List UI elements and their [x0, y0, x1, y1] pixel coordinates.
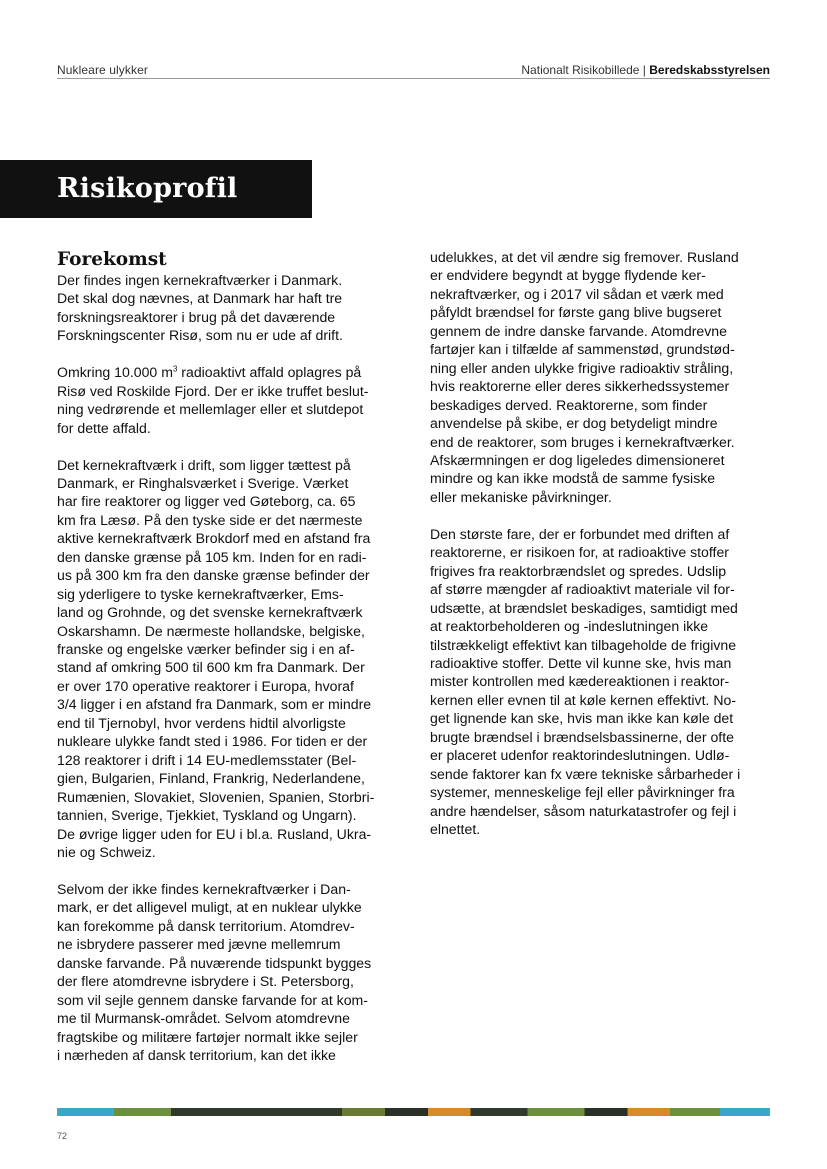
paragraph-2: [57, 363, 392, 437]
paragraph-6: Den største fare, der er forbundet med driften af reaktorerne, er risikoen for, at radioaktive stoffer frigives fra reaktorbrændslet og spredes. Udslip af større mængder af radioaktivt materiale vil for- udsætte, at brændslet beskadiges, samtidigt med at reaktorbeholderen og -indeslutningen ikke tilstrækkeligt effektivt kan tilbageholde de frigivne radioaktive stoffer. Dette vil kunne ske, hvis man mister kontrollen med kædereaktionen i reaktor- kernen eller evnen til at køle kernen effektivt. No- get lignende kan ske, hvis man ikke kan køle det brugte brændsel i brændselsbassinerne, der ofte er placeret udenfor reaktorindeslutningen. Udlø- sende faktorer kan fx være tekniske sårbarheder i systemer, menneskelige fejl eller påvirkninger fra andre hændelser, såsom naturkatastrofer og fejl i elnettet.: [430, 525, 741, 838]
header-divider: [57, 78, 770, 79]
paragraph-3: Det kernekraftværk i drift, som ligger tættest på Danmark, er Ringhalsværket i Sverige. Værket har fire reaktorer og ligger ved Gøteborg, ca. 65 km fra Læsø. På den tyske side er det nærmeste aktive kernekraftværk Brokdorf med en afstand fra den danske grænse på 105 km. Inden for en radi- us på 300 km fra den danske grænse befinder der sig yderligere to tyske kernekraftværker, Ems- land og Grohnde, og det svenske kernekraftværk Oskarshamn. De nærmeste hollandske, belgiske, franske og engelske værker befinder sig i en af- stand af omkring 500 til 600 km fra Danmark. Der er over 170 operative reaktorer i Europa, hvoraf 3/4 ligger i en afstand fra Danmark, som er mindre end til Tjernobyl, hvor verdens hidtil alvorligste nukleare ulykke fandt sted i 1986. For tiden er der 128 reaktorer i drift i 14 EU-medlemsstater (Bel- gien, Bulgarien, Finland, Frankrig, Nederlandene, Rumænien, Slovakiet, Slovenien, Spanien, Storbri- tannien, Sverige, Tjekkiet, Tyskland og Ungarn). De øvrige ligger uden for EU i bl.a. Rusland, Ukra- nie og Schweiz.: [57, 456, 375, 861]
page-title: Risikoprofil: [57, 173, 238, 204]
section-banner: [0, 160, 312, 218]
running-header-right: [521, 63, 770, 77]
page-number: 72: [57, 1131, 68, 1141]
section-heading: Forekomst: [57, 249, 167, 270]
left-column: [57, 249, 392, 1064]
superscript-3: 3: [172, 364, 178, 374]
header-agency: Beredskabsstyrelsen: [649, 63, 770, 77]
paragraph-4: Selvom der ikke findes kernekraftværker i Dan- mark, er det alligevel muligt, at en nuklear ulykke kan forekomme på dansk territorium. Atomdrev- ne isbrydere passerer med jævne mellemrum danske farvande. På nuværende tidspunkt bygges der flere atomdrevne isbrydere i St. Petersborg, som vil sejle gennem danske farvande for at kom- me til Murmansk-området. Selvom atomdrevne fragtskibe og militære fartøjer normalt ikke sejler i nærheden af dansk territorium, kan det ikke: [57, 880, 372, 1063]
right-column: [430, 248, 765, 838]
paragraph-5: udelukkes, at det vil ændre sig fremover. Rusland er endvidere begyndt at bygge flydende ker- nekraftværker, og i 2017 vil sådan et værk med påfyldt brændsel for første gang blive bugseret gennem de indre danske farvande. Atomdrevne fartøjer kan i tilfælde af sammenstød, grundstød- ning eller anden ulykke frigive radioaktiv stråling, hvis reaktorerne eller deres sikkerhedssystemer beskadiges derved. Reaktorerne, som finder anvendelse på skibe, er dog betydeligt mindre end de reaktorer, som bruges i kernekraftværker. Afskærmningen er dog ligeledes dimensioneret mindre og kan ikke modstå de samme fysiske eller mekaniske påvirkninger.: [430, 249, 739, 505]
paragraph-2-rest: radioaktivt affald oplagres på Risø ved Roskilde Fjord. Der er ikke truffet beslut- ning vedrørende et mellemlager eller et slutdepot for dette affald.: [57, 364, 369, 436]
paragraph-2-start: Omkring 10.000 m: [57, 364, 173, 381]
footer-color-bar: [57, 1108, 770, 1116]
paragraph-1: Der findes ingen kernekraftværker i Danmark. Det skal dog nævnes, at Danmark har haft tre forskningsreaktorer i brug på det daværende Forskningscenter Risø, som nu er ude af drift.: [57, 272, 343, 344]
header-publication: Nationalt Risikobillede |: [521, 63, 650, 77]
running-header-left: Nukleare ulykker: [57, 63, 148, 77]
